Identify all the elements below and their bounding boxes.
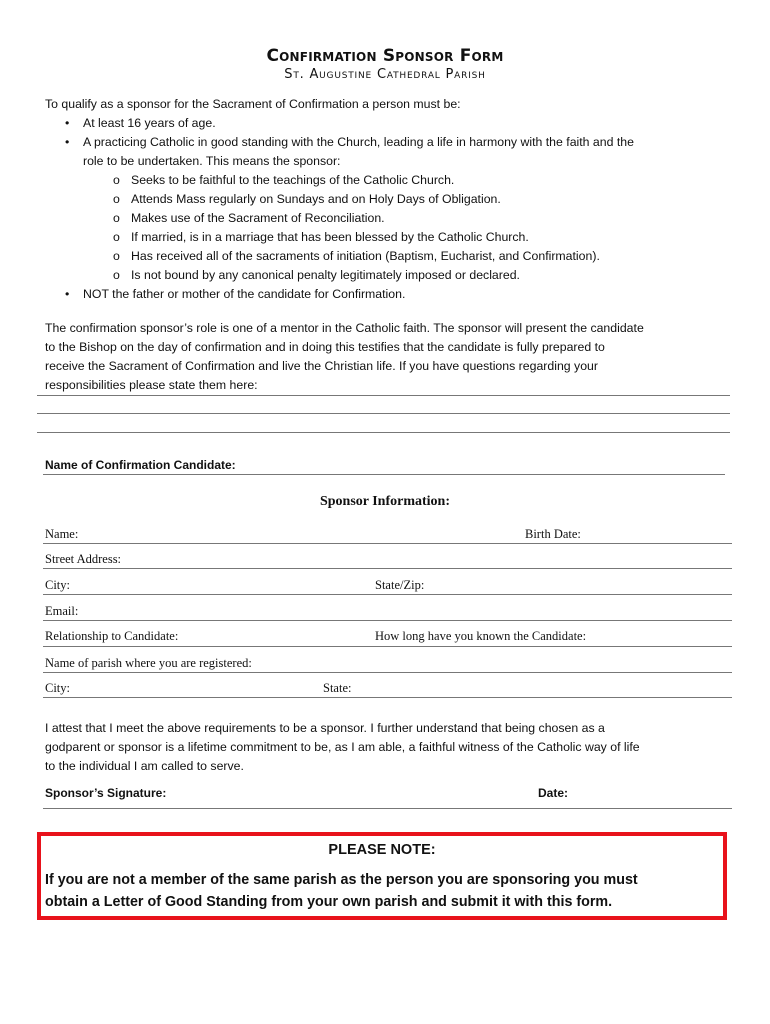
list-item: o Makes use of the Sacrament of Reconciliation. [113,211,385,225]
parish-subtitle: St. Augustine Cathedral Parish [284,67,486,82]
email-field[interactable] [43,620,732,621]
parish-field[interactable] [43,672,732,673]
requirement-not-parent: • NOT the father or mother of the candidate for Confirmation. [65,287,406,301]
relationship-field[interactable] [43,646,732,647]
responsibilities-line-2[interactable] [37,413,730,414]
signature-field[interactable] [43,808,732,809]
city-state-field[interactable] [43,594,732,595]
list-item: o Attends Mass regularly on Sundays and on Holy Days of Obligation. [113,192,501,206]
parish-label: Name of parish where you are registered: [45,656,252,670]
list-item: o Seeks to be faithful to the teachings of the Catholic Church. [113,173,455,187]
requirement-age: • At least 16 years of age. [65,116,216,130]
date-label: Date: [538,786,569,800]
requirement-practicing: • A practicing Catholic in good standing with the Church, leading a life in harmony with the faith and the role to be undertaken. This means the sponsor: [65,135,634,168]
street-address-label: Street Address: [45,552,122,566]
how-long-label: How long have you known the Candidate: [375,629,587,643]
sponsor-name-label: Name: [45,527,79,541]
candidate-name-field[interactable] [43,474,725,475]
city-label: City: [45,578,71,592]
signature-label: Sponsor’s Signature: [45,786,167,800]
sponsor-name-field[interactable] [43,543,732,544]
state-zip-label: State/Zip: [375,578,425,592]
list-item: o If married, is in a marriage that has been blessed by the Catholic Church. [113,230,529,244]
list-item: o Has received all of the sacraments of initiation (Baptism, Eucharist, and Confirmation). [113,249,600,263]
street-address-field[interactable] [43,568,732,569]
sponsor-info-heading: Sponsor Information: [319,494,451,509]
attestation-paragraph: I attest that I meet the above requirements to be a sponsor. I further understand that being chosen as a godparent or sponsor is a lifetime commitment to be, as I am able, a faithful witness of the Catholic way of life to the individual I am called to serve. [45,721,640,773]
sponsor-sub-requirements [65,171,745,285]
relationship-label: Relationship to Candidate: [45,629,179,643]
form-title: Confirmation Sponsor Form [266,46,504,66]
parish-state-label: State: [323,681,352,695]
parish-city-state-field[interactable] [43,697,732,698]
candidate-name-label: Name of Confirmation Candidate: [45,458,236,472]
please-note-heading: PLEASE NOTE: [328,842,436,858]
responsibilities-line-1[interactable] [37,395,730,396]
requirements-intro: To qualify as a sponsor for the Sacrament of Confirmation a person must be: [45,97,461,111]
email-label: Email: [45,604,79,618]
please-note-text: If you are not a member of the same parish as the person you are sponsoring you must obtain a Letter of Good Standing from your own parish and submit it with this form. [45,872,638,910]
birth-date-label: Birth Date: [525,527,581,541]
requirements-section [45,95,745,304]
role-paragraph: The confirmation sponsor’s role is one of a mentor in the Catholic faith. The sponsor will present the candidate to the Bishop on the day of confirmation and in doing this testifies that the candidate is fully prepared to receive the Sacrament of Confirmation and live the Christian life. If you have questions regarding your responsibilities please state them here: [45,321,644,392]
parish-city-label: City: [45,681,71,695]
list-item: o Is not bound by any canonical penalty legitimately imposed or declared. [113,268,520,282]
responsibilities-line-3[interactable] [37,432,730,433]
